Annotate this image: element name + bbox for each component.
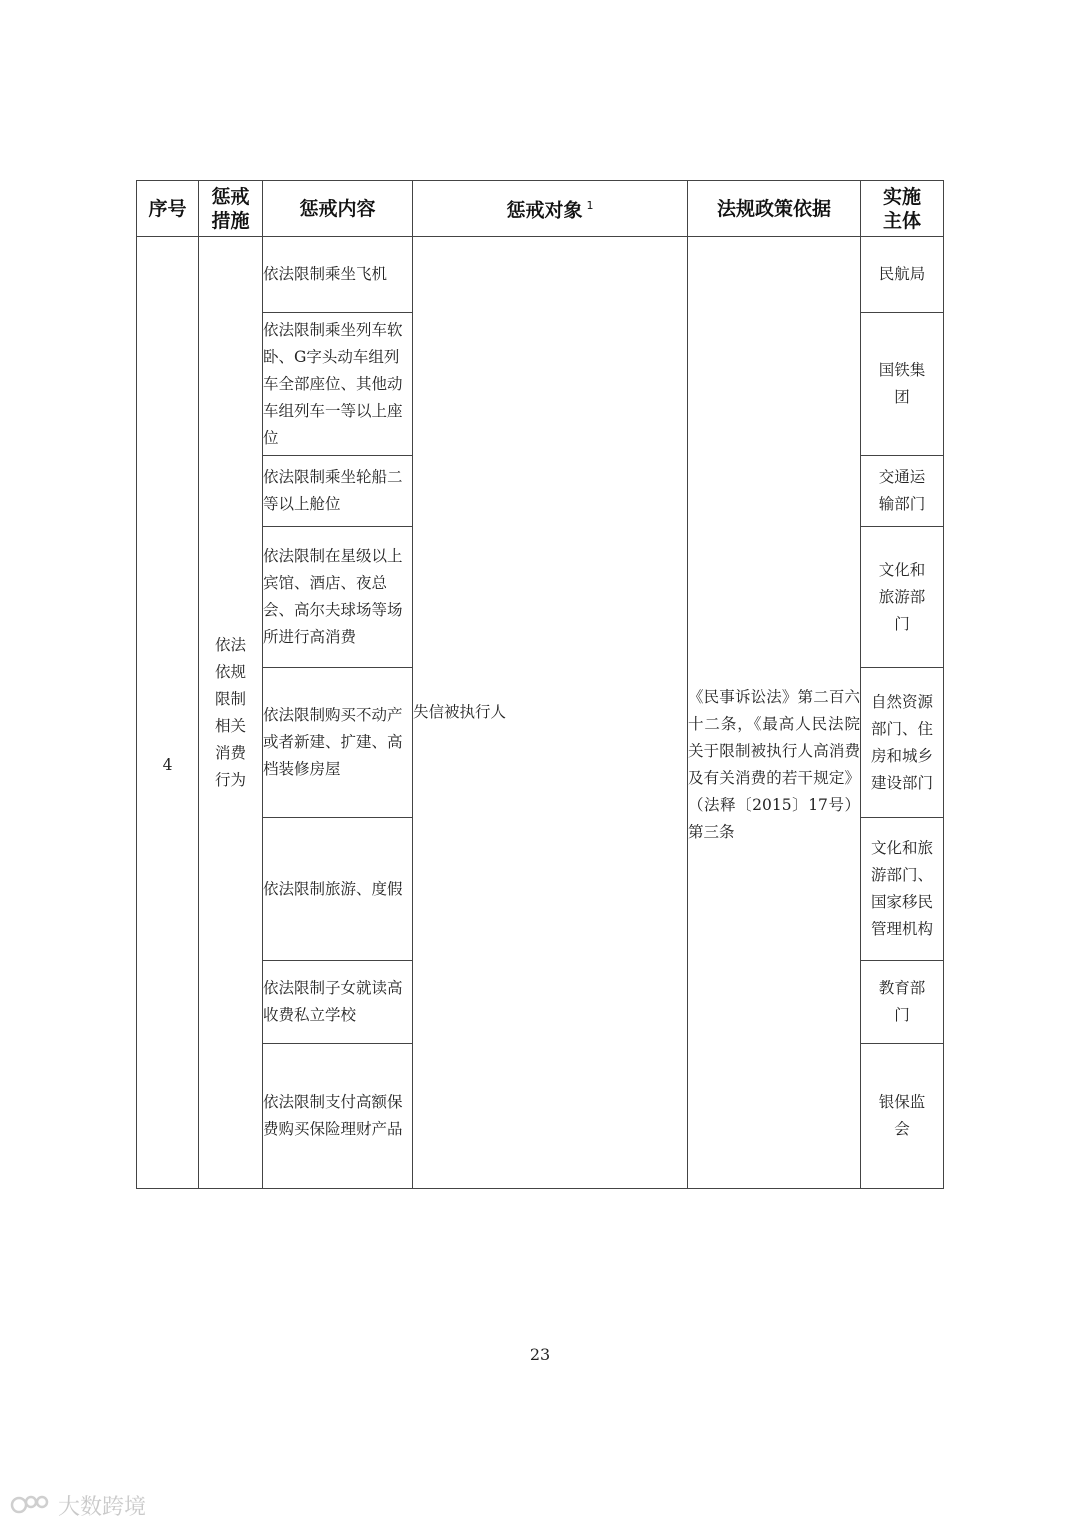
basis-cell: 《民事诉讼法》第二百六十二条，《最高人民法院关于限制被执行人高消费及有关消费的若干规定》（法释〔2015〕17号）第三条 — [688, 237, 861, 1189]
footnote-marker: 1 — [586, 199, 594, 213]
header-row — [137, 181, 944, 237]
header-seq: 序号 — [137, 181, 199, 237]
measure-cell: 依法依规限制相关消费行为 — [199, 237, 263, 1189]
page-number: 23 — [529, 1345, 551, 1364]
table-row — [137, 237, 944, 313]
watermark-text: 大数跨境 — [58, 1494, 147, 1520]
content-cell: 依法限制乘坐列车软卧、G字头动车组列车全部座位、其他动车组列车一等以上座位 — [263, 313, 413, 456]
subject-cell: 民航局 — [861, 237, 944, 313]
content-cell: 依法限制乘坐飞机 — [263, 237, 413, 313]
header-measure: 惩戒措施 — [199, 181, 263, 237]
target-cell: 失信被执行人 — [413, 237, 688, 1189]
subject-cell: 文化和旅游部门、国家移民管理机构 — [861, 818, 944, 961]
subject-cell: 交通运输部门 — [861, 456, 944, 527]
logo-icon — [10, 1492, 52, 1518]
subject-cell: 银保监会 — [861, 1044, 944, 1189]
subject-cell: 自然资源部门、住房和城乡建设部门 — [861, 668, 944, 818]
subject-cell: 国铁集团 — [861, 313, 944, 456]
header-basis: 法规政策依据 — [688, 181, 861, 237]
header-content: 惩戒内容 — [263, 181, 413, 237]
content-cell: 依法限制购买不动产或者新建、扩建、高档装修房屋 — [263, 668, 413, 818]
content-cell: 依法限制支付高额保费购买保险理财产品 — [263, 1044, 413, 1189]
content-cell: 依法限制在星级以上宾馆、酒店、夜总会、高尔夫球场等场所进行高消费 — [263, 527, 413, 668]
subject-cell: 文化和旅游部门 — [861, 527, 944, 668]
content-cell: 依法限制旅游、度假 — [263, 818, 413, 961]
content-cell: 依法限制乘坐轮船二等以上舱位 — [263, 456, 413, 527]
subject-cell: 教育部门 — [861, 961, 944, 1044]
header-target: 惩戒对象 $^1$ — [413, 181, 688, 237]
content-cell: 依法限制子女就读高收费私立学校 — [263, 961, 413, 1044]
watermark — [10, 1490, 146, 1520]
header-subject: 实施主体 — [861, 181, 944, 237]
seq-cell: 4 — [137, 237, 199, 1189]
punishment-table — [136, 180, 944, 1189]
